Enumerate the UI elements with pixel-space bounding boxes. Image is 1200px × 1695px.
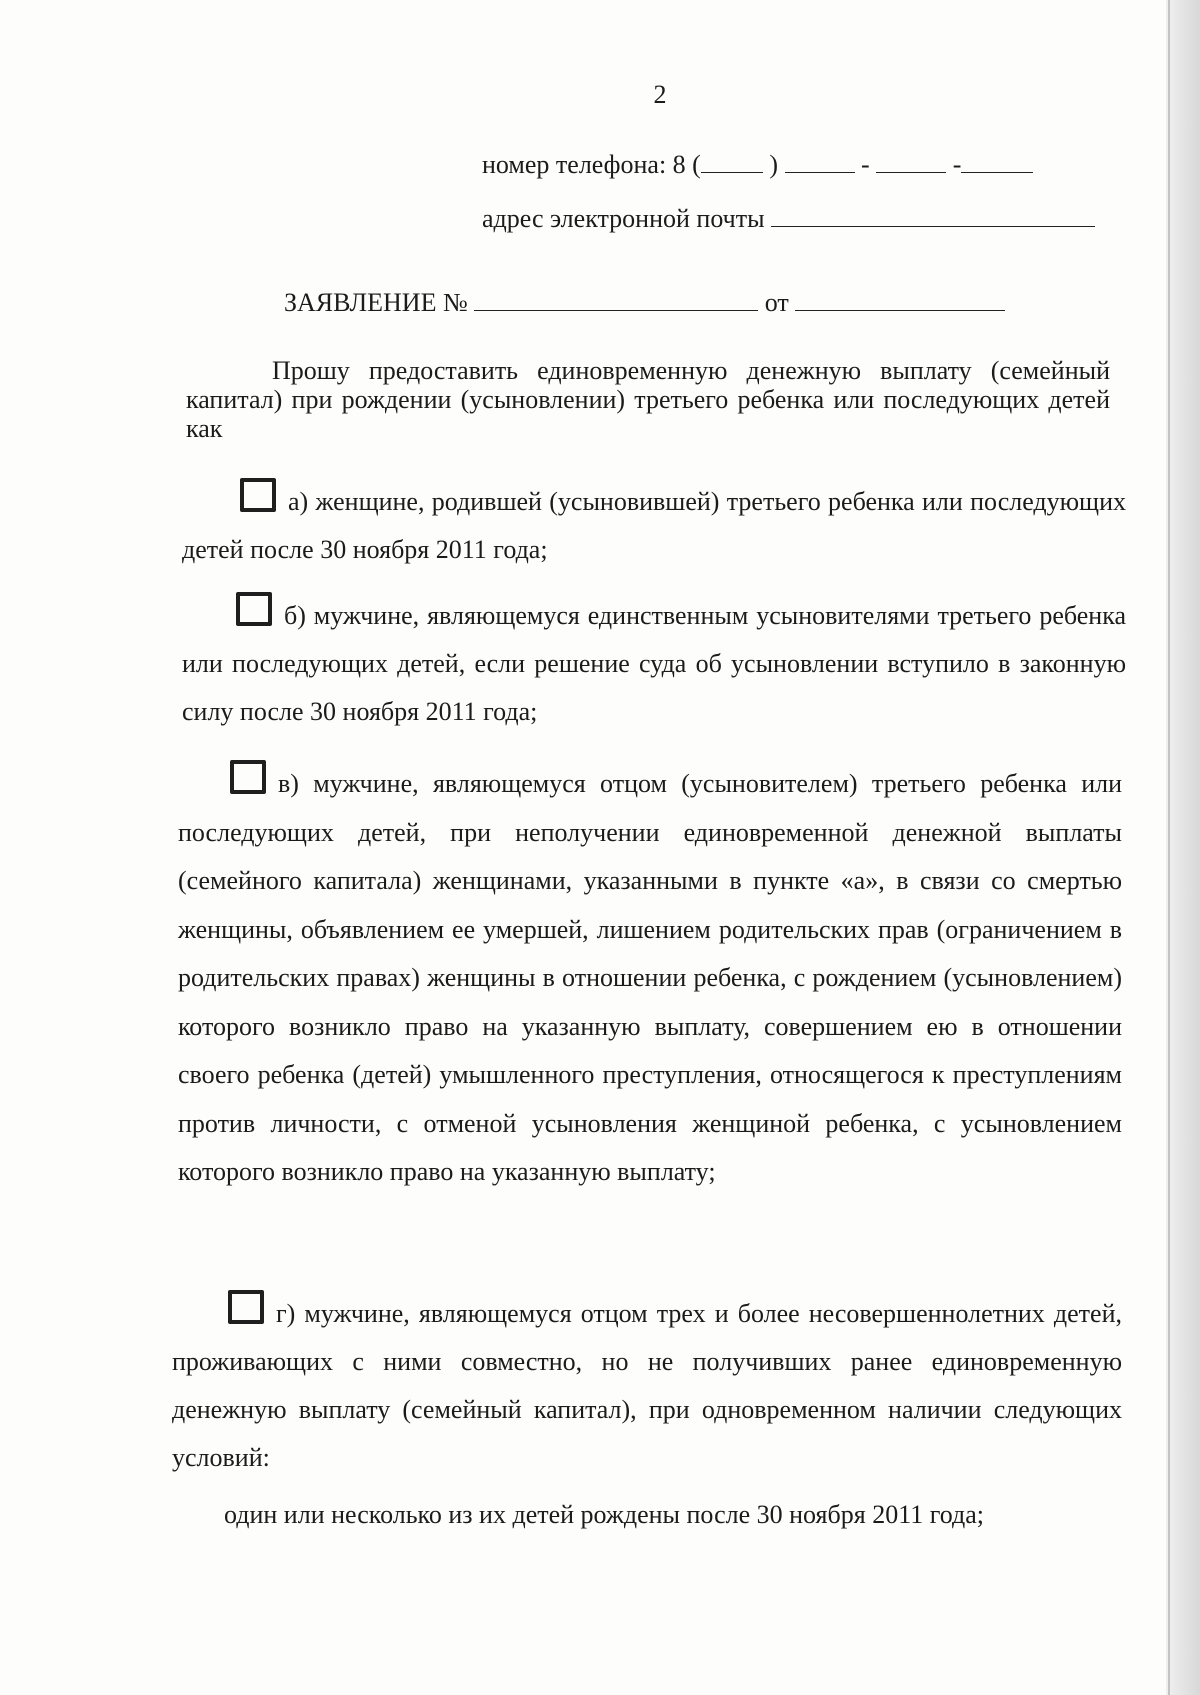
option-d-checkbox[interactable]: [228, 1290, 264, 1324]
scan-edge-shadow: [1166, 0, 1200, 1695]
option-a-checkbox[interactable]: [240, 478, 276, 512]
statement-title: ЗАЯВЛЕНИЕ №: [284, 288, 468, 317]
page-number: 2: [653, 80, 667, 109]
phone-area-code-field[interactable]: [701, 150, 763, 173]
phone-close-paren: ): [769, 150, 779, 179]
phone-prefix: 8 (: [672, 150, 701, 179]
option-c-text: в) мужчине, являющемуся отцом (усыновителем) третьего ребенка или последующих детей, при неполучении единовременной денежной выплаты (семейного капитала) женщинами, указанными в пункте «а», в связи со смертью женщины, объявлением ее умершей, лишением родительских прав (ограничением в родительских правах) женщины в отношении ребенка, с рождением (усыновлением) которого возникло право на указанную выплату, совершением ею в отношении своего ребенка (детей) умышленного преступления, относящегося к преступлениям против личности, с отменой усыновления женщиной ребенка, с усыновлением которого возникло право на указанную выплату;: [178, 769, 1122, 1186]
phone-dash: -: [952, 150, 962, 179]
phone-number-line: [482, 150, 1033, 180]
option-b-text: б) мужчине, являющемуся единственным усыновителями третьего ребенка или последующих детей, если решение суда об усыновлении вступило в законную силу после 30 ноября 2011 года;: [182, 601, 1126, 726]
phone-dash: -: [861, 150, 870, 179]
statement-date-label: от: [764, 288, 789, 317]
request-intro: Прошу предоставить единовременную денежную выплату (семейный капитал) при рождении (усыновлении) третьего ребенка или последующих детей как: [186, 356, 1110, 443]
option-a-text: а) женщине, родившей (усыновившей) третьего ребенка или последующих детей после 30 ноября 2011 года;: [182, 487, 1126, 564]
phone-part3-field[interactable]: [961, 150, 1033, 173]
option-a: [182, 478, 1126, 574]
phone-part2-field[interactable]: [876, 150, 946, 173]
statement-number-field[interactable]: [474, 288, 758, 311]
email-label: адрес электронной почты: [482, 204, 765, 233]
option-c-checkbox[interactable]: [230, 760, 266, 794]
condition-item: один или несколько из их детей рождены после 30 ноября 2011 года;: [224, 1500, 984, 1529]
option-b-checkbox[interactable]: [236, 592, 272, 626]
option-d: [172, 1290, 1122, 1482]
option-c: [178, 760, 1122, 1197]
option-d-text: г) мужчине, являющемуся отцом трех и более несовершеннолетних детей, проживающих с ними совместно, но не получивших ранее единовременную денежную выплату (семейный капитал), при одновременном наличии следующих условий:: [172, 1299, 1122, 1472]
scan-edge-line: [1168, 0, 1170, 1695]
phone-part1-field[interactable]: [785, 150, 855, 173]
option-b: [182, 592, 1126, 736]
email-field[interactable]: [771, 204, 1095, 227]
phone-label: номер телефона:: [482, 150, 667, 179]
statement-heading: [284, 288, 1005, 318]
email-line: [482, 204, 1095, 234]
statement-date-field[interactable]: [795, 288, 1005, 311]
